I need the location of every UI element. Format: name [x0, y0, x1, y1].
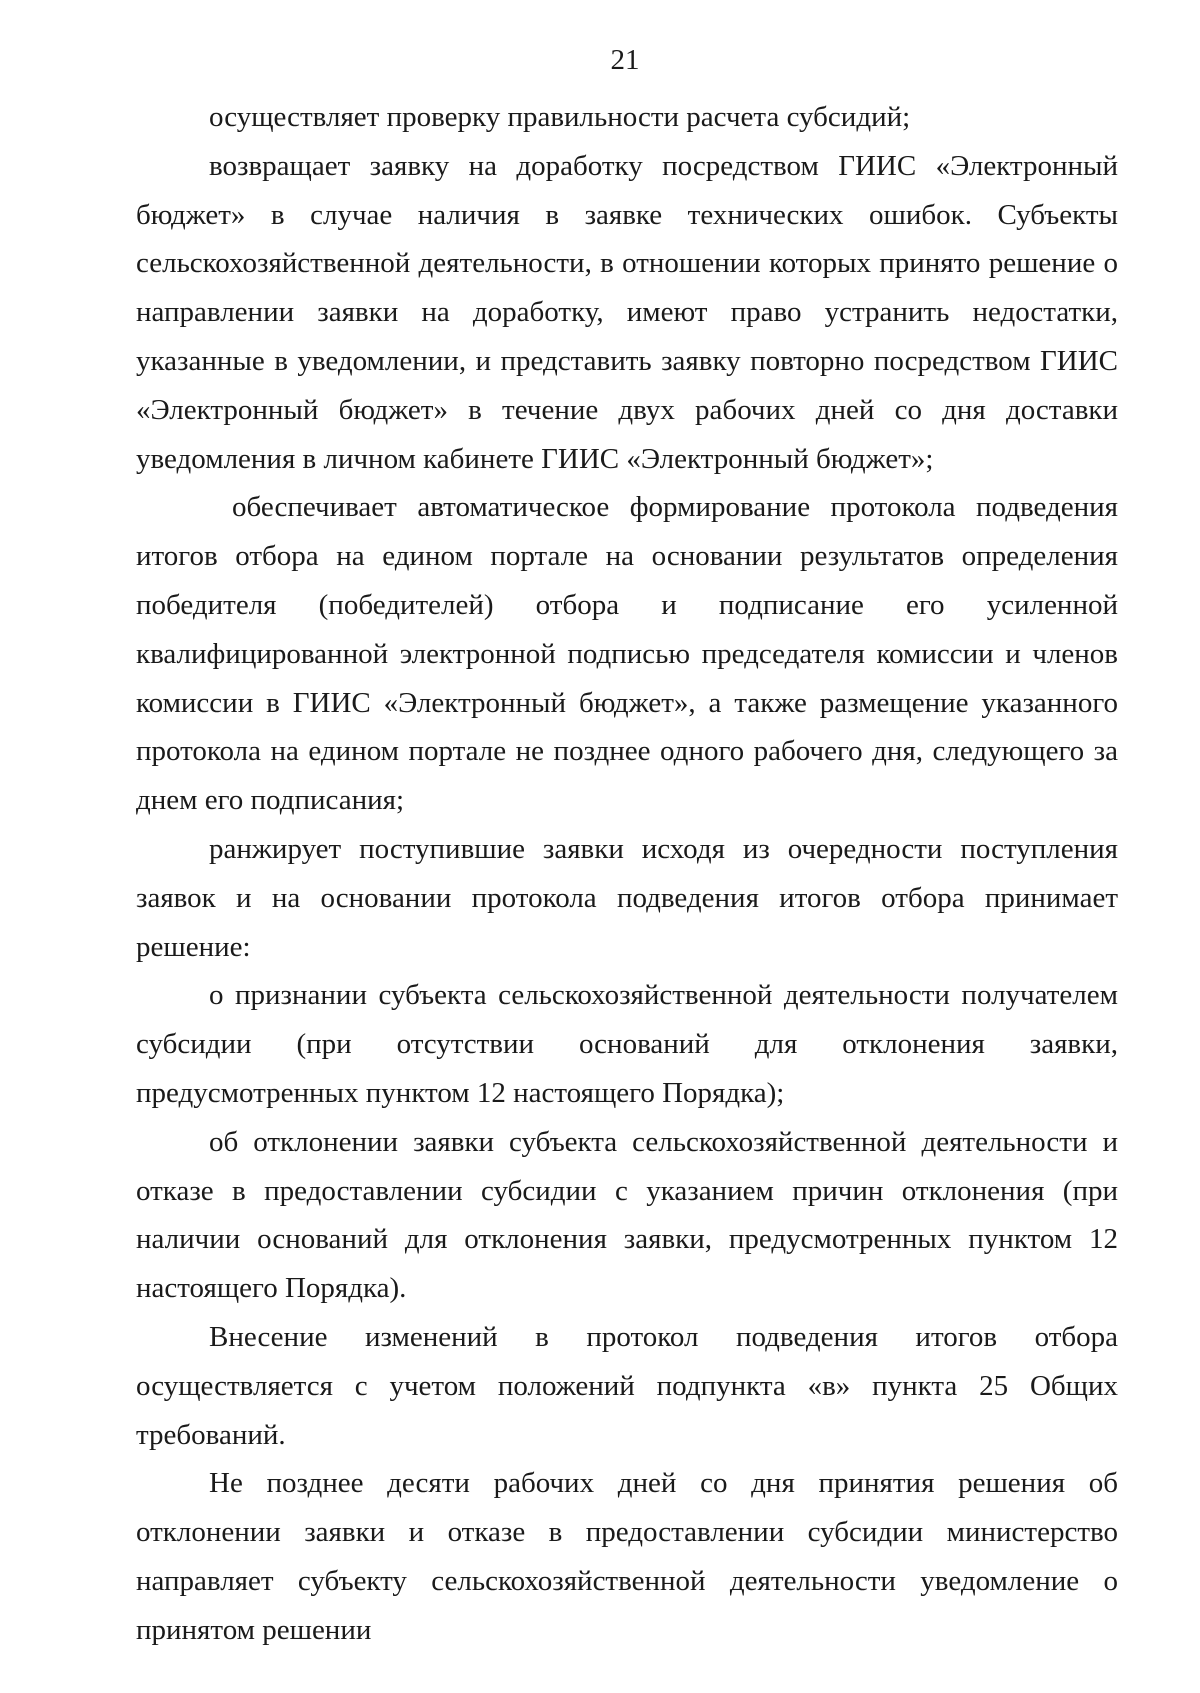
paragraph-recognition: о признании субъекта сельскохозяйственной деятельности получателем субсидии (при отсутствии оснований для отклонения заявки, предусмотренных пунктом 12 настоящего Порядка); — [136, 979, 1118, 1109]
document-body — [136, 93, 1118, 1655]
page-number: 21 — [610, 44, 640, 76]
paragraph-protocol-formation: обеспечивает автоматическое формирование протокола подведения итогов отбора на едином портале на основании результатов определения победителя (победителей) отбора и подписание его усиленной квалифицированной электронной подписью председателя комиссии и членов комиссии в ГИИС «Электронный бюджет», а также размещение указанного протокола на едином портале не позднее одного рабочего дня, следующего за днем его подписания; — [136, 491, 1118, 817]
paragraph-protocol-changes: Внесение изменений в протокол подведения итогов отбора осуществляется с учетом положений подпункта «в» пункта 25 Общих требований. — [136, 1320, 1118, 1451]
paragraph-return-for-revision: возвращает заявку на доработку посредством ГИИС «Электронный бюджет» в случае наличия в заявке технических ошибок. Субъекты сельскохозяйственной деятельности, в отношении которых принято решение о направлении заявки на доработку, имеют право устранить недостатки, указанные в уведомлении, и представить заявку повторно посредством ГИИС «Электронный бюджет» в течение двух рабочих дней со дня доставки уведомления в личном кабинете ГИИС «Электронный бюджет»; — [136, 149, 1118, 475]
paragraph-ranking: ранжирует поступившие заявки исходя из очередности поступления заявок и на основании протокола подведения итогов отбора принимает решение: — [136, 832, 1118, 963]
paragraph-verification: осуществляет проверку правильности расчета субсидий; — [209, 101, 911, 133]
paragraph-rejection: об отклонении заявки субъекта сельскохозяйственной деятельности и отказе в предоставлении субсидии с указанием причин отклонения (при наличии оснований для отклонения заявки, предусмотренных пунктом 12 настоящего Порядка). — [136, 1125, 1118, 1305]
paragraph-notification: Не позднее десяти рабочих дней со дня принятия решения об отклонении заявки и отказе в предоставлении субсидии министерство направляет субъекту сельскохозяйственной деятельности уведомление о принятом решении — [136, 1467, 1118, 1646]
